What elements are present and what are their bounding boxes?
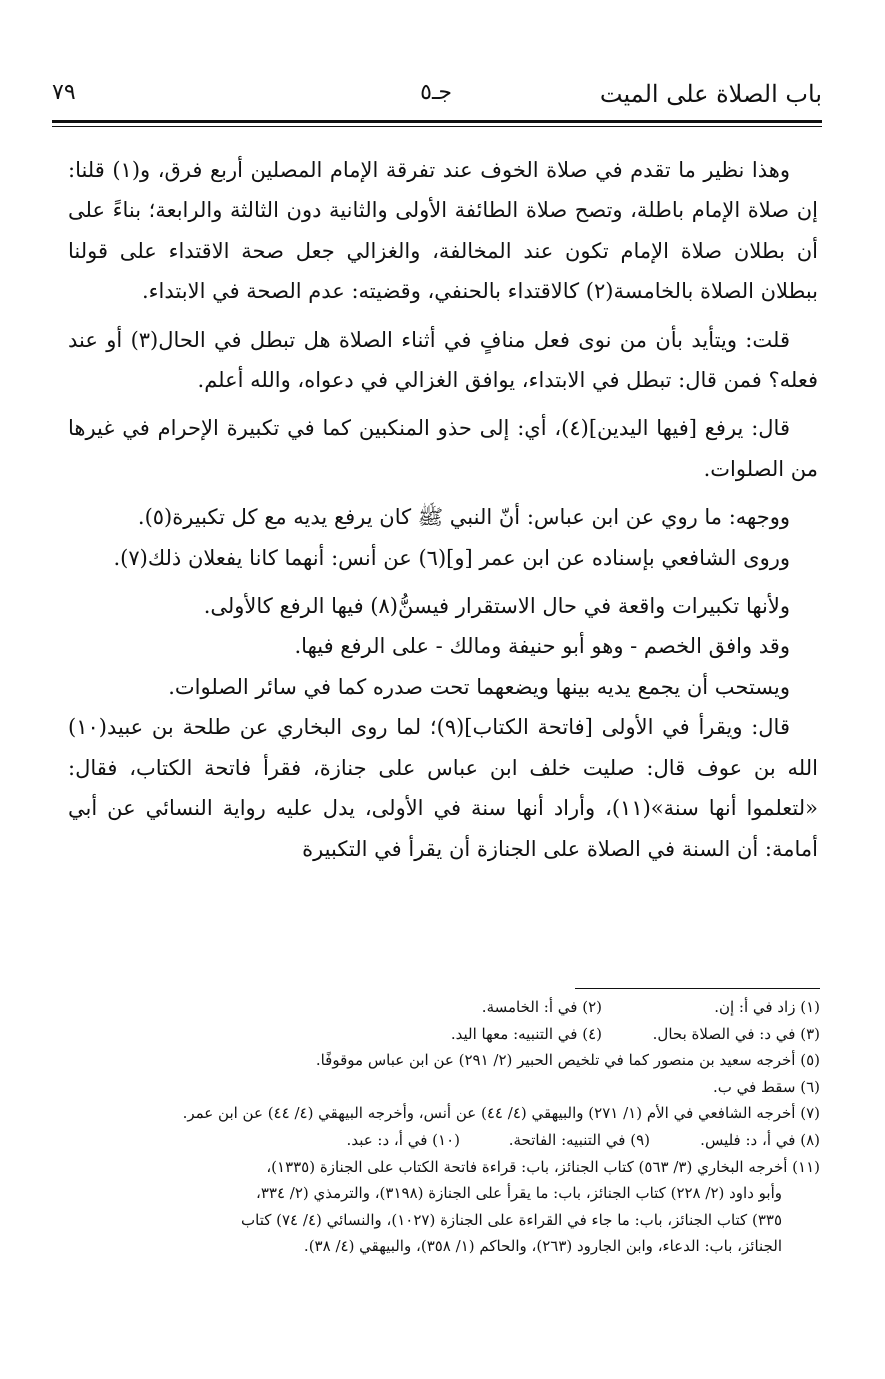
footnote-separator: [575, 988, 820, 989]
footnote-row: [80, 1127, 820, 1154]
footnote: (٣) في د: في الصلاة بحال.: [652, 1024, 820, 1043]
footnote: (٨) في أ، د: فليس.: [700, 1130, 820, 1149]
footnote-continuation: ٣٣٥) كتاب الجنائز، باب: ما جاء في القراءة على الجنازة (١٠٢٧)، والنسائي (٤/ ٧٤) كتاب: [241, 1210, 782, 1229]
footnote-continuation: الجنائز، باب: الدعاء، وابن الجارود (٢٦٣)، والحاكم (١/ ٣٥٨)، والبيهقي (٤/ ٣٨).: [303, 1237, 782, 1256]
running-header: [52, 80, 822, 116]
paragraph: وقد وافق الخصم - وهو أبو حنيفة ومالك - على الرفع فيها.: [294, 634, 790, 659]
footnote: (٥) أخرجه سعيد بن منصور كما في تلخيص الحبير (٢/ ٢٩١) عن ابن عباس موقوفًا.: [315, 1051, 820, 1070]
paragraph: ويستحب أن يجمع يديه بينها ويضعهما تحت صدره كما في سائر الصلوات.: [168, 674, 790, 699]
footnote: (١٠) في أ، د: عبد.: [346, 1130, 460, 1149]
header-rule-thick: [52, 120, 822, 123]
paragraph: قلت: ويتأيد بأن من نوى فعل منافٍ في أثناء الصلاة هل تبطل في الحال(٣) أو عند فعله؟ فمن قال: تبطل في الابتداء، يوافق الغزالي في دعواه، والله أعلم.: [68, 327, 818, 393]
footnote: (٢) في أ: الخامسة.: [481, 998, 602, 1016]
paragraph: وهذا نظير ما تقدم في صلاة الخوف عند تفرقة الإمام المصلين أربع فرق، و(١) قلنا: إن صلاة الإمام باطلة، وتصح صلاة الطائفة الأولى والثانية دون الثالثة والرابعة؛ بناءً على أن بطلان صلاة الإمام تكون عند المخالفة، والغزالي جعل صحة الاقتداء على قولنا ببطلان الصلاة بالخامسة(٢) كالاقتداء بالحنفي، وقضيته: عدم الصحة في الابتداء.: [68, 158, 818, 304]
paragraph: ولأنها تكبيرات واقعة في حال الاستقرار فيسنُّ(٨) فيها الرفع كالأولى.: [203, 594, 790, 619]
footnote: (١١) أخرجه البخاري (٣/ ٥٦٣) كتاب الجنائز، باب: قراءة فاتحة الكتاب على الجنازة (١٣٣٥)،: [266, 1157, 820, 1176]
paragraph: وروى الشافعي بإسناده عن ابن عمر [و](٦) عن أنس: أنهما كانا يفعلان ذلك(٧).: [113, 545, 790, 570]
footnote: (٧) أخرجه الشافعي في الأم (١/ ٢٧١) والبيهقي (٤/ ٤٤) عن أنس، وأخرجه البيهقي (٤/ ٤٤) عن ابن عمر.: [182, 1104, 820, 1123]
volume-label: جـ٥: [420, 80, 452, 105]
footnote-row: [80, 994, 820, 1021]
paragraph: قال: يرفع [فيها اليدين](٤)، أي: إلى حذو المنكبين كما في تكبيرة الإحرام في غيرها من الصلوات.: [68, 416, 818, 481]
footnote: (٤) في التنبيه: معها اليد.: [450, 1024, 602, 1043]
main-text: [68, 150, 818, 869]
chapter-title: باب الصلاة على الميت: [599, 80, 822, 108]
footnotes: [80, 994, 820, 1260]
footnote: (١) زاد في أ: إن.: [714, 998, 820, 1016]
paragraph: ووجهه: ما روي عن ابن عباس: أنّ النبي ﷺ كان يرفع يديه مع كل تكبيرة(٥).: [137, 505, 790, 530]
footnote-continuation: وأبو داود (٢/ ٢٢٨) كتاب الجنائز، باب: ما يقرأ على الجنازة (٣١٩٨)، والترمذي (٢/ ٣٣٤،: [255, 1184, 782, 1203]
footnote: (٦) سقط في ب.: [712, 1077, 820, 1096]
paragraph: قال: ويقرأ في الأولى [فاتحة الكتاب](٩)؛ لما روى البخاري عن طلحة بن عبيد(١٠) الله بن عوف قال: صليت خلف ابن عباس على جنازة، فقرأ فاتحة الكتاب، فقال: «لتعلموا أنها سنة»(١١)، وأراد أنها سنة في الأولى، يدل عليه رواية النسائي عن أبي أمامة: أن السنة في الصلاة على الجنازة أن يقرأ في التكبيرة: [68, 715, 818, 861]
footnote: (٩) في التنبيه: الفاتحة.: [508, 1130, 650, 1149]
page-number: ٧٩: [52, 80, 76, 105]
footnote-row: [80, 1021, 820, 1048]
header-rule-thin: [52, 126, 822, 127]
